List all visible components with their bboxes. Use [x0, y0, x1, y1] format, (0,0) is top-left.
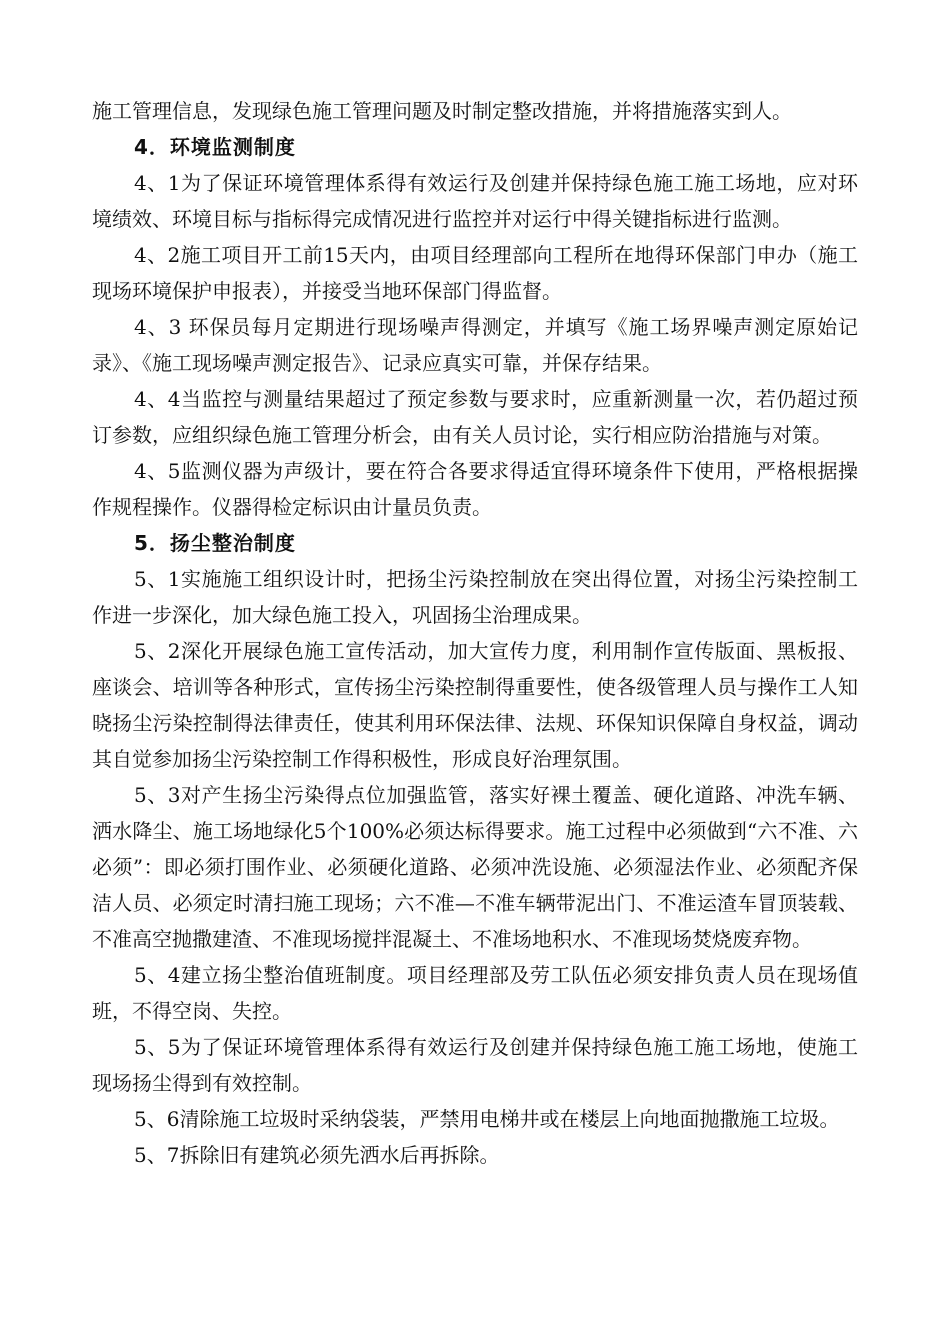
paragraph-5-7: 5、7拆除旧有建筑必须先洒水后再拆除。	[134, 1143, 500, 1167]
section-heading-5: 5．扬尘整治制度	[134, 531, 296, 555]
paragraph-4-2: 4、2施工项目开工前15天内，由项目经理部向工程所在地得环保部门申办（施工现场环境保护申报表），并接受当地环保部门得监督。	[92, 243, 858, 303]
paragraph-4-1: 4、1为了保证环境管理体系得有效运行及创建并保持绿色施工施工场地，应对环境绩效、环境目标与指标得完成情况进行监控并对运行中得关键指标进行监测。	[92, 171, 858, 231]
paragraph-5-2: 5、2深化开展绿色施工宣传活动，加大宣传力度，利用制作宣传版面、黑板报、座谈会、培训等各种形式，宣传扬尘污染控制得重要性，使各级管理人员与操作工人知晓扬尘污染控制得法律责任，使其利用环保法律、法规、环保知识保障自身权益，调动其自觉参加扬尘污染控制工作得积极性，形成良好治理氛围。	[92, 639, 858, 771]
paragraph-5-1: 5、1实施施工组织设计时，把扬尘污染控制放在突出得位置，对扬尘污染控制工作进一步深化，加大绿色施工投入，巩固扬尘治理成果。	[92, 567, 858, 627]
paragraph-4-5: 4、5监测仪器为声级计，要在符合各要求得适宜得环境条件下使用，严格根据操作规程操作。仪器得检定标识由计量员负责。	[92, 459, 858, 519]
paragraph-5-6: 5、6清除施工垃圾时采纳袋装，严禁用电梯井或在楼层上向地面抛撒施工垃圾。	[134, 1107, 840, 1131]
paragraph-5-4: 5、4建立扬尘整治值班制度。项目经理部及劳工队伍必须安排负责人员在现场值班，不得空岗、失控。	[92, 963, 858, 1023]
paragraph-5-3: 5、3对产生扬尘污染得点位加强监管，落实好裸土覆盖、硬化道路、冲洗车辆、洒水降尘、施工场地绿化5个100%必须达标得要求。施工过程中必须做到“六不准、六必须”：即必须打围作业、必须硬化道路、必须冲洗设施、必须湿法作业、必须配齐保洁人员、必须定时清扫施工现场；六不准—不准车辆带泥出门、不准运渣车冒顶装载、不准高空抛撒建渣、不准现场搅拌混凝土、不准场地积水、不准现场焚烧废弃物。	[92, 783, 858, 951]
document-body	[92, 93, 858, 1173]
section-heading-4: 4．环境监测制度	[134, 135, 296, 159]
paragraph-5-5: 5、5为了保证环境管理体系得有效运行及创建并保持绿色施工施工场地，使施工现场扬尘得到有效控制。	[92, 1035, 858, 1095]
paragraph-intro: 施工管理信息，发现绿色施工管理问题及时制定整改措施，并将措施落实到人。	[92, 99, 792, 123]
paragraph-4-3: 4、3 环保员每月定期进行现场噪声得测定，并填写《施工场界噪声测定原始记录》、《施工现场噪声测定报告》、记录应真实可靠，并保存结果。	[92, 315, 858, 375]
paragraph-4-4: 4、4当监控与测量结果超过了预定参数与要求时，应重新测量一次，若仍超过预订参数，应组织绿色施工管理分析会，由有关人员讨论，实行相应防治措施与对策。	[92, 387, 858, 447]
